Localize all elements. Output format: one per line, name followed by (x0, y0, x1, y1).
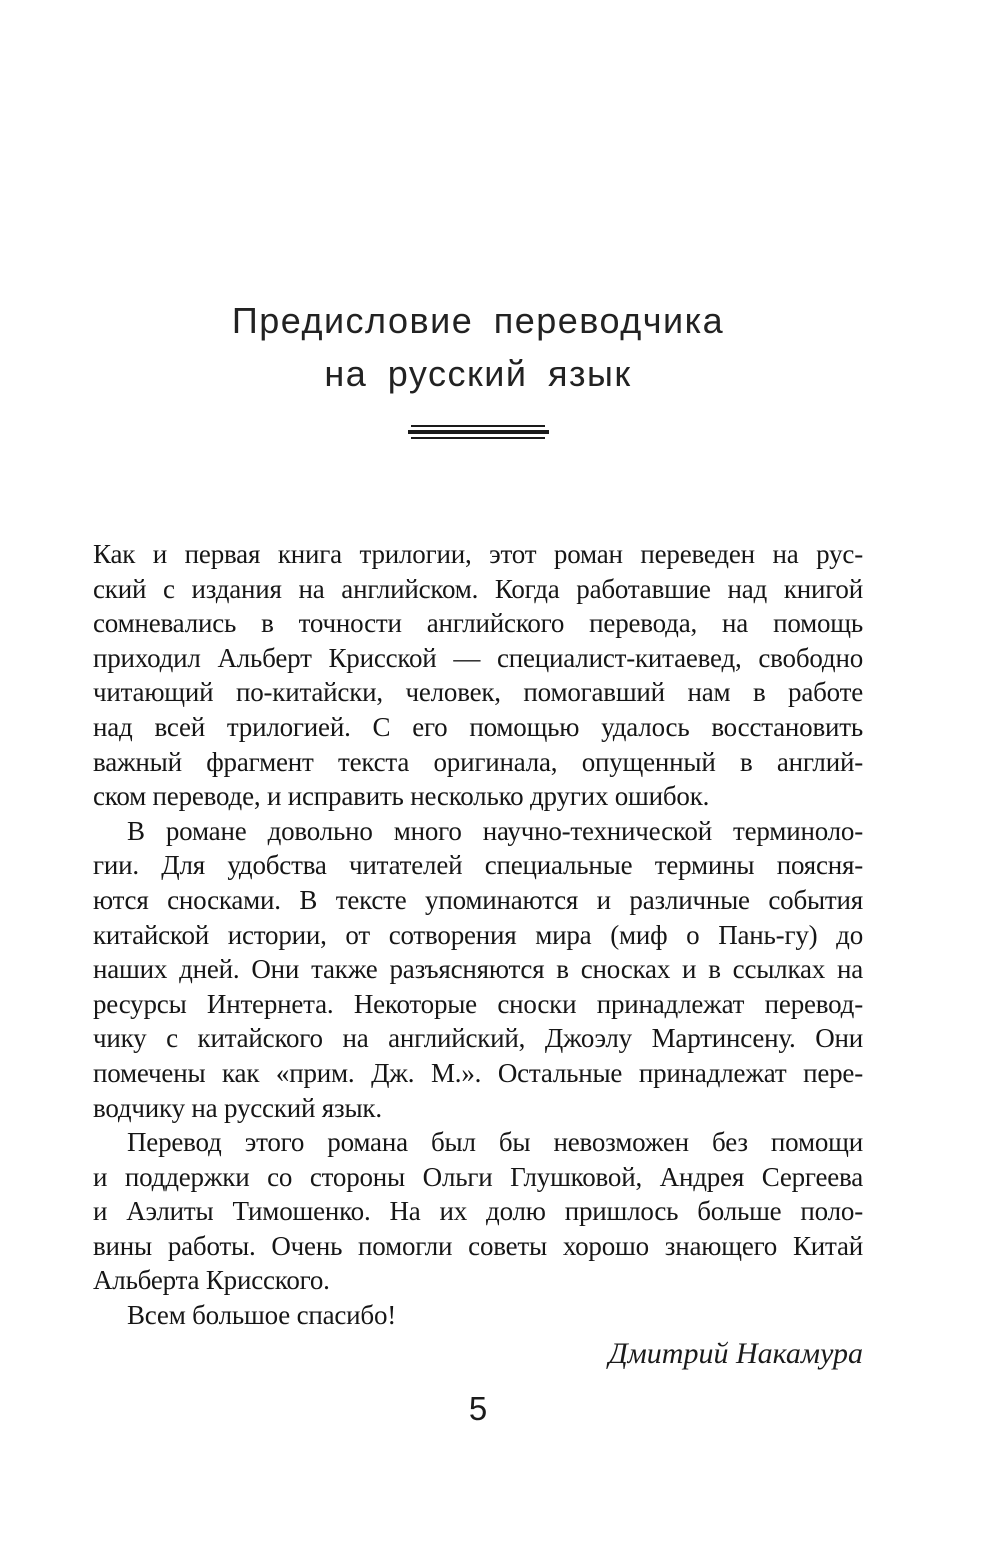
text-line: В романе довольно много научно-технической терминоло- (127, 815, 863, 846)
text-line: сомневались в точности английского перевода, на помощь (93, 608, 863, 639)
text-line: вины работы. Очень помогли советы хорошо знающего Китай (93, 1230, 863, 1261)
text-line: Альберта Крисского. (93, 1265, 330, 1296)
paragraph (93, 814, 863, 1125)
text-line: китайской истории, от сотворения мира (миф о Пань-гу) до (93, 919, 863, 950)
text-line: Перевод этого романа был бы невозможен без помощи (127, 1127, 863, 1158)
divider-rule-middle (408, 430, 549, 434)
divider-rule-bottom (411, 437, 545, 439)
page-number: 5 (468, 1390, 488, 1427)
text-line: и поддержки со стороны Ольги Глушковой, Андрея Сергеева (93, 1161, 863, 1192)
text-line: над всей трилогией. С его помощью удалось восстановить (93, 711, 863, 742)
text-line: чику с китайского на английский, Джоэлу Мартинсену. Они (93, 1023, 863, 1054)
chapter-title-line-1: Предисловие переводчика (231, 300, 725, 341)
text-line: приходил Альберт Крисской — специалист-китаевед, свободно (93, 642, 863, 673)
text-line: важный фрагмент текста оригинала, опущенный в англий- (93, 746, 863, 777)
text-line: читающий по-китайски, человек, помогавший нам в работе (93, 677, 863, 708)
text-line: ском переводе, и исправить несколько других ошибок. (93, 781, 710, 812)
text-line: ский с издания на английском. Когда работавшие над книгой (93, 573, 863, 604)
text-line: Как и первая книга трилогии, этот роман переведен на рус- (93, 539, 863, 569)
paragraph (93, 1298, 863, 1333)
chapter-title-line-2: на русский язык (324, 353, 632, 394)
paragraph (93, 1125, 863, 1298)
text-line: ресурсы Интернета. Некоторые сноски принадлежат перевод- (93, 988, 863, 1019)
body-text (93, 537, 863, 1333)
text-line: наших дней. Они также разъясняются в сносках и в ссылках на (93, 954, 863, 985)
text-line: и Аэлиты Тимошенко. На их долю пришлось больше поло- (93, 1196, 863, 1227)
translator-signature: Дмитрий Накамура (608, 1337, 863, 1370)
text-line: помечены как «прим. Дж. М.». Остальные принадлежат пере- (93, 1057, 863, 1088)
text-line: гии. Для удобства читателей специальные термины поясня- (93, 850, 863, 881)
divider-rule-top (411, 425, 545, 427)
text-line: Всем большое спасибо! (127, 1300, 397, 1331)
text-line: водчику на русский язык. (93, 1092, 382, 1123)
chapter-title (93, 294, 863, 400)
paragraph (93, 537, 863, 814)
text-line: ются сносками. В тексте упоминаются и различные события (93, 884, 863, 915)
section-divider-ornament (93, 425, 863, 439)
